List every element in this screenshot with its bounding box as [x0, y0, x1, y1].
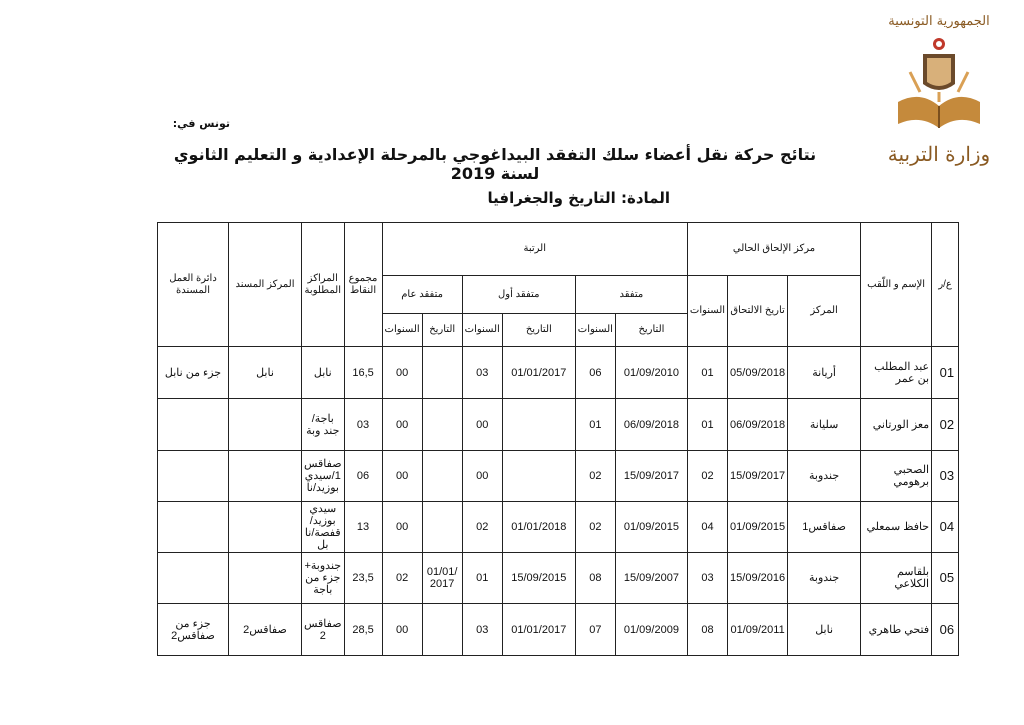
row-points: 13 — [344, 502, 382, 553]
row-name: الصحبي برهومي — [861, 451, 932, 502]
row-first-years: 03 — [462, 604, 502, 656]
row-first-years: 00 — [462, 399, 502, 451]
row-years: 04 — [687, 502, 727, 553]
header-inspector-date: التاريخ — [615, 314, 687, 347]
row-district: جزء من صفاقس2 — [158, 604, 229, 656]
row-inspector-date: 01/09/2015 — [615, 502, 687, 553]
header-first-years: السنوات — [462, 314, 502, 347]
row-district — [158, 553, 229, 604]
row-num: 05 — [932, 553, 959, 604]
row-num: 01 — [932, 347, 959, 399]
row-general-years: 00 — [382, 502, 422, 553]
row-requested: نابل — [302, 347, 345, 399]
row-district: جزء من نابل — [158, 347, 229, 399]
row-years: 02 — [687, 451, 727, 502]
table-row — [158, 451, 959, 502]
row-points: 16,5 — [344, 347, 382, 399]
row-points: 23,5 — [344, 553, 382, 604]
header-first-date: التاريخ — [502, 314, 575, 347]
row-num: 04 — [932, 502, 959, 553]
row-first-years: 00 — [462, 451, 502, 502]
row-first-years: 02 — [462, 502, 502, 553]
row-first-date: 15/09/2015 — [502, 553, 575, 604]
header-general-years: السنوات — [382, 314, 422, 347]
row-inspector-years: 08 — [575, 553, 615, 604]
row-general-date — [422, 451, 462, 502]
republic-label: الجمهورية التونسية — [888, 14, 990, 29]
row-num: 06 — [932, 604, 959, 656]
row-requested: صفاقس 2 — [302, 604, 345, 656]
table-row — [158, 604, 959, 656]
header-first-inspector: متفقد أول — [462, 276, 575, 314]
row-requested: سيدي بوزيد/ قفصة/نا بل — [302, 502, 345, 553]
table-row — [158, 399, 959, 451]
row-name: حافظ سمعلي — [861, 502, 932, 553]
header-name: الإسم و اللّقب — [861, 223, 932, 347]
row-general-years: 00 — [382, 399, 422, 451]
coat-of-arms-icon — [890, 32, 988, 142]
row-first-date: 01/01/2017 — [502, 604, 575, 656]
row-inspector-date: 15/09/2017 — [615, 451, 687, 502]
header-center: المركز — [788, 276, 861, 347]
row-center: صفاقس1 — [788, 502, 861, 553]
header-requested-centers: المراكز المطلوبة — [302, 223, 345, 347]
row-inspector-years: 01 — [575, 399, 615, 451]
row-inspector-years: 06 — [575, 347, 615, 399]
row-inspector-years: 02 — [575, 451, 615, 502]
row-center: نابل — [788, 604, 861, 656]
row-num: 03 — [932, 451, 959, 502]
header-assigned-district: دائرة العمل المسندة — [158, 223, 229, 347]
row-points: 06 — [344, 451, 382, 502]
header-general-inspector: متفقد عام — [382, 276, 462, 314]
row-general-date — [422, 502, 462, 553]
row-assigned — [229, 451, 302, 502]
row-center: أريانة — [788, 347, 861, 399]
row-name: معز الورتاني — [861, 399, 932, 451]
row-name: بلقاسم الكلاعي — [861, 553, 932, 604]
row-assigned — [229, 502, 302, 553]
header-assigned-center: المركز المسند — [229, 223, 302, 347]
row-years: 03 — [687, 553, 727, 604]
row-assigned — [229, 553, 302, 604]
row-points: 03 — [344, 399, 382, 451]
place-date: تونس في: — [172, 117, 230, 130]
row-general-years: 00 — [382, 604, 422, 656]
row-years: 08 — [687, 604, 727, 656]
row-inspector-date: 06/09/2018 — [615, 399, 687, 451]
row-join-date: 01/09/2015 — [728, 502, 788, 553]
row-general-date: /01/01 2017 — [422, 553, 462, 604]
row-requested: صفاقس 1/سيدي بوزيد/نا — [302, 451, 345, 502]
row-assigned: صفاقس2 — [229, 604, 302, 656]
transfer-results-table — [157, 222, 959, 656]
row-requested: جندوبة+ جزء من باجة — [302, 553, 345, 604]
header-inspector-years: السنوات — [575, 314, 615, 347]
header-years: السنوات — [687, 276, 727, 347]
row-join-date: 05/09/2018 — [728, 347, 788, 399]
row-inspector-date: 15/09/2007 — [615, 553, 687, 604]
row-district — [158, 399, 229, 451]
table-row — [158, 347, 959, 399]
row-first-date: 01/01/2018 — [502, 502, 575, 553]
header-total-points: مجموع النقاط — [344, 223, 382, 347]
row-general-years: 02 — [382, 553, 422, 604]
page-title: نتائج حركة نقل أعضاء سلك التفقد البيداغوجي بالمرحلة الإعدادية و التعليم الثانوي لسنة 2019 — [173, 145, 817, 183]
row-first-years: 03 — [462, 347, 502, 399]
row-first-years: 01 — [462, 553, 502, 604]
row-years: 01 — [687, 347, 727, 399]
row-inspector-years: 02 — [575, 502, 615, 553]
row-general-years: 00 — [382, 451, 422, 502]
row-join-date: 06/09/2018 — [728, 399, 788, 451]
ministry-logo — [878, 14, 1000, 174]
row-years: 01 — [687, 399, 727, 451]
row-general-date — [422, 399, 462, 451]
row-name: عبد المطلب بن عمر — [861, 347, 932, 399]
row-num: 02 — [932, 399, 959, 451]
row-inspector-date: 01/09/2009 — [615, 604, 687, 656]
header-current-center: مركز الإلحاق الحالي — [687, 223, 860, 276]
row-general-date — [422, 604, 462, 656]
row-first-date — [502, 399, 575, 451]
row-points: 28,5 — [344, 604, 382, 656]
row-general-years: 00 — [382, 347, 422, 399]
row-join-date: 15/09/2016 — [728, 553, 788, 604]
row-inspector-years: 07 — [575, 604, 615, 656]
row-center: جندوبة — [788, 451, 861, 502]
row-first-date — [502, 451, 575, 502]
table-row — [158, 553, 959, 604]
row-join-date: 01/09/2011 — [728, 604, 788, 656]
row-district — [158, 502, 229, 553]
header-general-date: التاريخ — [422, 314, 462, 347]
row-center: جندوبة — [788, 553, 861, 604]
row-assigned — [229, 399, 302, 451]
header-rank: الرتبة — [382, 223, 687, 276]
header-num: ع/ر — [932, 223, 959, 347]
row-general-date — [422, 347, 462, 399]
header-join-date: تاريخ الالتحاق — [728, 276, 788, 347]
row-center: سليانة — [788, 399, 861, 451]
row-district — [158, 451, 229, 502]
header-inspector: متفقد — [575, 276, 687, 314]
row-join-date: 15/09/2017 — [728, 451, 788, 502]
table-row — [158, 502, 959, 553]
row-inspector-date: 01/09/2010 — [615, 347, 687, 399]
row-assigned: نابل — [229, 347, 302, 399]
row-first-date: 01/01/2017 — [502, 347, 575, 399]
subject-label: المادة: التاريخ والجغرافيا — [487, 189, 670, 207]
row-name: فتحي طاهري — [861, 604, 932, 656]
row-requested: باجة/جند وبة — [302, 399, 345, 451]
ministry-label: وزارة التربية — [887, 142, 991, 166]
